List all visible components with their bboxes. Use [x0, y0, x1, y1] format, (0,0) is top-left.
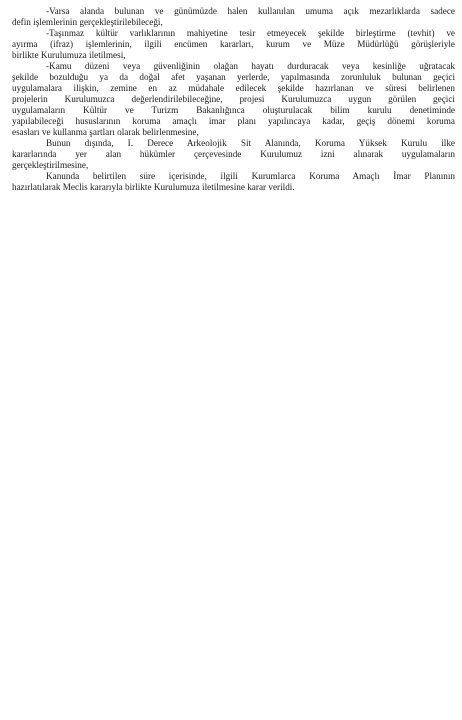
text-line: uygulamalara ilişkin, zemine en az müdahale edilecek şekilde hazırlanan ve süresi belirlenen	[12, 83, 455, 93]
text-line: uygulamaların Kültür ve Turizm Bakanlığınca oluşturulacak bilim kurulu denetiminde	[12, 105, 455, 115]
text-line: ayırma (ifraz) işlemlerinin, ilgili encümen kararları, kurum ve Müze Müdürlüğü görüşleriyle	[12, 39, 455, 49]
text-line: esasları ve kullanma şartları olarak belirlenmesine,	[12, 127, 199, 137]
paragraph-decision	[12, 171, 455, 193]
text-line: yapılabileceği hususlarının koruma amaçlı imar planı yapılıncaya kadar, geçiş dönemi koruma	[12, 116, 455, 126]
paragraph-cemetery	[12, 6, 455, 28]
text-line: kararlarında yer alan hükümler çerçevesinde Kurulumuz izni alınarak uygulamaların	[12, 149, 455, 159]
text-line: şekilde bozulduğu ya da doğal afet yaşanan yerlerde, yapılmasında zorunluluk bulunan geçici	[12, 72, 455, 82]
text-line: Kanunda belirtilen süre içerisinde, ilgili Kurumlarca Koruma Amaçlı İmar Planının	[46, 171, 455, 181]
paragraph-parcel-operations	[12, 28, 455, 61]
text-line: -Varsa alanda bulunan ve günümüzde halen kullanılan umuma açık mezarlıklarda sadece	[46, 6, 455, 16]
paragraph-archaeological-site	[12, 138, 455, 171]
text-line: projelerin Kurulumuzca değerlendirilebileceğine, projesi Kurulumuzca uygun görülen geçici	[12, 94, 455, 104]
text-line: Bunun dışında, I. Derece Arkeolojik Sit Alanında, Koruma Yüksek Kurulu ilke	[46, 138, 455, 148]
text-line: -Taşınmaz kültür varlıklarının mahiyetine tesir etmeyecek şekilde birleştirme (tevhit) ve	[46, 28, 455, 38]
text-line: hazırlatılarak Meclis kararıyla birlikte Kurulumuza iletilmesine karar verildi.	[12, 182, 295, 192]
text-line: birlikte Kurulumuza iletilmesi,	[12, 50, 126, 60]
document-body	[12, 6, 455, 193]
text-line: defin işlemlerinin gerçekleştirilebileceği,	[12, 17, 163, 27]
text-line: gerçekleştirilmesine,	[12, 160, 89, 170]
text-line: -Kamu düzeni veya güvenliğinin olağan hayatı durduracak veya kesinliğe uğratacak	[46, 61, 455, 71]
paragraph-public-order	[12, 61, 455, 138]
